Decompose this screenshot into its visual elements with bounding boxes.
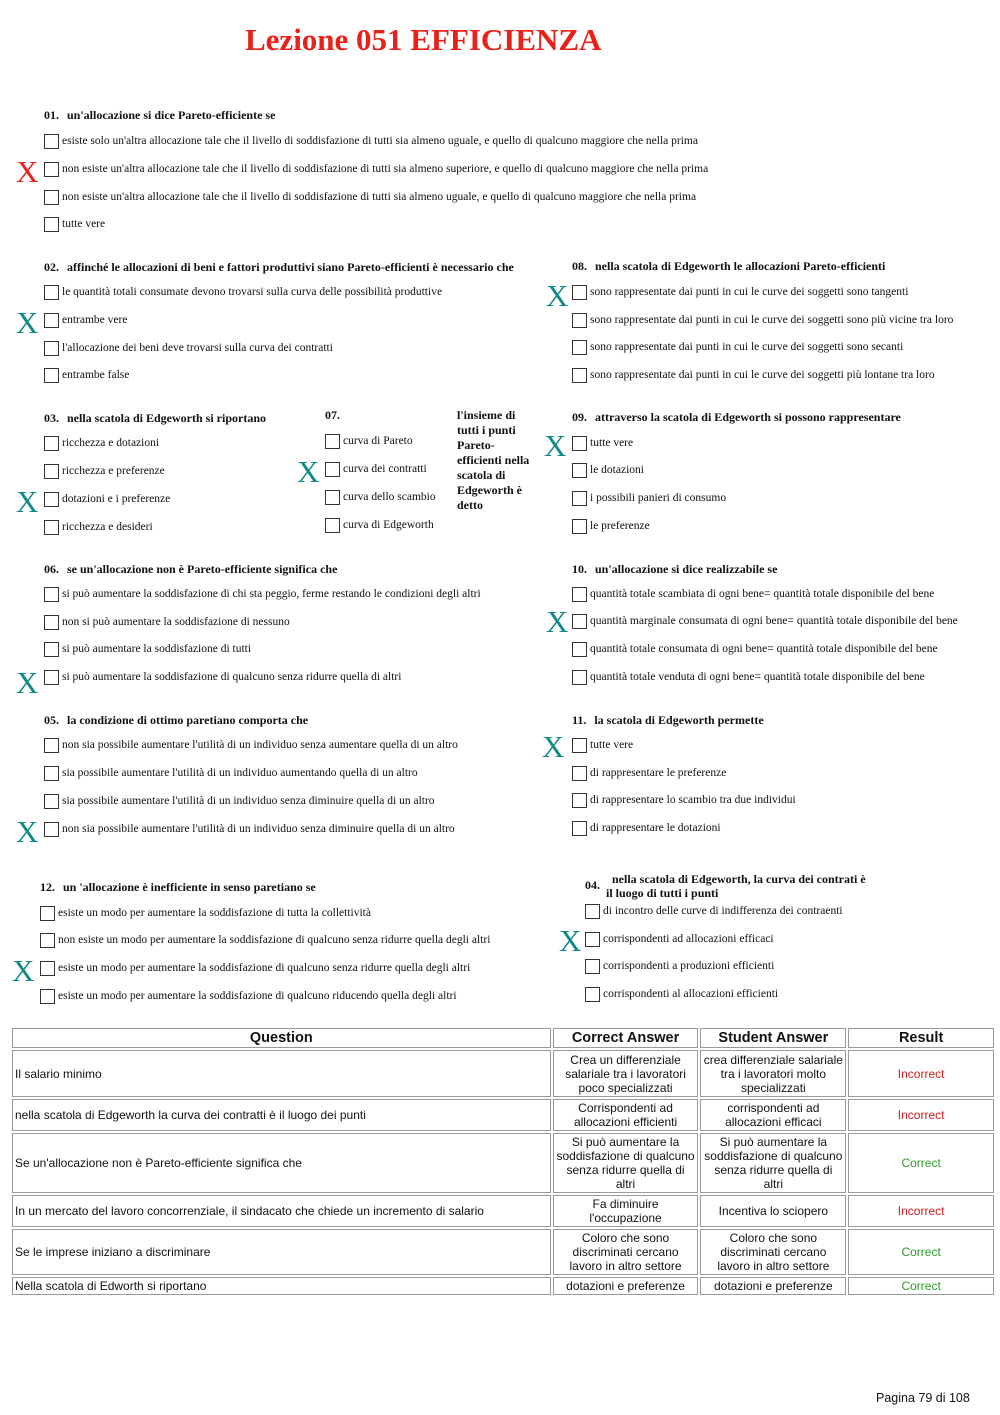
- correct-answer-cell: Fa diminuire l'occupazione: [553, 1195, 699, 1227]
- option-label: di rappresentare le preferenze: [590, 767, 727, 779]
- question-03-option-1[interactable]: [44, 435, 159, 451]
- option-label: si può aumentare la soddisfazione di chi sta peggio, ferme restando le condizioni degli altri: [62, 588, 481, 600]
- checkbox[interactable]: [572, 587, 587, 602]
- question-08-heading: [572, 259, 885, 273]
- question-03-option-3[interactable]: [44, 491, 170, 507]
- question-07-number: 07.: [325, 408, 340, 422]
- checkbox[interactable]: [44, 134, 59, 149]
- question-cell: Il salario minimo: [12, 1050, 551, 1097]
- checkbox[interactable]: [44, 766, 59, 781]
- checkbox[interactable]: [572, 285, 587, 300]
- checkbox[interactable]: [325, 462, 340, 477]
- result-cell: Correct: [848, 1277, 994, 1295]
- checkbox[interactable]: [572, 313, 587, 328]
- question-05-heading: [44, 713, 308, 727]
- option-label: si può aumentare la soddisfazione di qualcuno senza ridurre quella di altri: [62, 671, 402, 683]
- correct-answer-cell: dotazioni e preferenze: [553, 1277, 699, 1295]
- question-09-option-2[interactable]: [572, 462, 644, 478]
- question-07-option-2[interactable]: [325, 461, 427, 477]
- table-row: [12, 1099, 994, 1131]
- table-row: [12, 1195, 994, 1227]
- table-row: [12, 1229, 994, 1275]
- question-text: un 'allocazione è inefficiente in senso paretiano se: [63, 880, 316, 894]
- question-08-option-1[interactable]: [572, 284, 908, 300]
- question-06-option-2[interactable]: [44, 614, 290, 630]
- result-cell: Incorrect: [848, 1050, 994, 1097]
- question-06-option-3[interactable]: [44, 641, 251, 657]
- question-cell: In un mercato del lavoro concorrenziale, il sindacato che chiede un incremento di salario: [12, 1195, 551, 1227]
- checkbox[interactable]: [44, 492, 59, 507]
- question-03-heading: [44, 411, 266, 425]
- answer-mark: X: [297, 454, 320, 489]
- correct-answer-cell: Coloro che sono discriminati cercano lavoro in altro settore: [553, 1229, 699, 1275]
- option-label: corrispondenti al allocazioni efficienti: [603, 988, 779, 1000]
- checkbox[interactable]: [44, 670, 59, 685]
- question-10-heading: [572, 562, 777, 576]
- option-label: esiste un modo per aumentare la soddisfazione di qualcuno riducendo quella degli altri: [58, 990, 457, 1002]
- student-answer-cell: Si può aumentare la soddisfazione di qualcuno senza ridurre quella di altri: [700, 1133, 846, 1193]
- student-answer-cell: corrispondenti ad allocazioni efficaci: [700, 1099, 846, 1131]
- student-answer-cell: dotazioni e preferenze: [700, 1277, 846, 1295]
- question-07-option-3[interactable]: [325, 489, 436, 505]
- option-label: sono rappresentate dai punti in cui le curve dei soggetti più lontane tra loro: [590, 369, 935, 381]
- checkbox[interactable]: [44, 285, 59, 300]
- checkbox[interactable]: [44, 464, 59, 479]
- question-cell: Se un'allocazione non è Pareto-efficiente significa che: [12, 1133, 551, 1193]
- question-08-option-3[interactable]: [572, 339, 903, 355]
- question-04-option-3[interactable]: [585, 958, 774, 974]
- option-label: non esiste un'altra allocazione tale che il livello di soddisfazione di tutti sia almeno uguale, e quello di qualcuno maggiore che nella prima: [62, 191, 697, 203]
- student-answer-cell: crea differenziale salariale tra i lavoratori molto specializzati: [700, 1050, 846, 1097]
- question-06-option-4[interactable]: [44, 669, 401, 685]
- question-05-option-3[interactable]: [44, 793, 435, 809]
- answer-mark: X: [16, 814, 39, 849]
- answer-mark: X: [544, 428, 567, 463]
- result-cell: Incorrect: [848, 1195, 994, 1227]
- answer-mark: X: [542, 729, 565, 764]
- option-label: si può aumentare la soddisfazione di tutti: [62, 643, 252, 655]
- checkbox[interactable]: [572, 793, 587, 808]
- answer-mark: X: [546, 278, 569, 313]
- question-number: 11.: [572, 713, 587, 727]
- question-04-option-2[interactable]: [585, 931, 774, 947]
- option-label: dotazioni e i preferenze: [62, 493, 171, 505]
- option-label: quantità totale venduta di ogni bene= quantità totale disponibile del bene: [590, 671, 925, 683]
- question-text-line-2: il luogo di tutti i punti: [606, 886, 719, 900]
- result-cell: Correct: [848, 1229, 994, 1275]
- option-label: non esiste un'altra allocazione tale che il livello di soddisfazione di tutti sia almeno superiore, e quello di qualcuno maggiore che nella prima: [62, 163, 709, 175]
- checkbox[interactable]: [44, 436, 59, 451]
- question-06-option-1[interactable]: [44, 586, 481, 602]
- question-01-option-4[interactable]: [44, 216, 105, 232]
- question-02-option-1[interactable]: [44, 284, 442, 300]
- checkbox[interactable]: [40, 989, 55, 1004]
- question-01-heading: [44, 108, 275, 122]
- student-answer-cell: Incentiva lo sciopero: [700, 1195, 846, 1227]
- option-label: entrambe vere: [62, 314, 128, 326]
- checkbox[interactable]: [44, 738, 59, 753]
- checkbox[interactable]: [44, 368, 59, 383]
- table-row: [12, 1133, 994, 1193]
- question-11-option-4[interactable]: [572, 820, 721, 836]
- question-09-option-4[interactable]: [572, 518, 650, 534]
- option-label: corrispondenti ad allocazioni efficaci: [603, 933, 774, 945]
- checkbox[interactable]: [585, 904, 600, 919]
- question-04-option-1[interactable]: [585, 903, 843, 919]
- checkbox[interactable]: [325, 518, 340, 533]
- wrong-answer-mark: X: [16, 154, 39, 189]
- checkbox[interactable]: [572, 340, 587, 355]
- question-11-option-2[interactable]: [572, 765, 726, 781]
- question-09-option-1[interactable]: [572, 435, 633, 451]
- option-label: le quantità totali consumate devono trovarsi sulla curva delle possibilità produttive: [62, 286, 443, 298]
- question-02-option-4[interactable]: [44, 367, 129, 383]
- checkbox[interactable]: [44, 190, 59, 205]
- checkbox[interactable]: [585, 959, 600, 974]
- question-02-option-2[interactable]: [44, 312, 127, 328]
- question-12-option-3[interactable]: [40, 960, 470, 976]
- option-label: quantità marginale consumata di ogni bene= quantità totale disponibile del bene: [590, 615, 958, 627]
- checkbox[interactable]: [572, 368, 587, 383]
- question-number: 06.: [44, 562, 59, 576]
- option-label: tutte vere: [590, 437, 634, 449]
- checkbox[interactable]: [572, 642, 587, 657]
- answer-mark: X: [12, 953, 35, 988]
- question-10-option-2[interactable]: [572, 613, 958, 629]
- option-label: quantità totale consumata di ogni bene= quantità totale disponibile del bene: [590, 643, 938, 655]
- option-label: ricchezza e desideri: [62, 521, 153, 533]
- checkbox[interactable]: [44, 822, 59, 837]
- checkbox[interactable]: [44, 615, 59, 630]
- checkbox[interactable]: [585, 987, 600, 1002]
- option-label: l'allocazione dei beni deve trovarsi sulla curva dei contratti: [62, 342, 333, 354]
- checkbox[interactable]: [44, 341, 59, 356]
- checkbox[interactable]: [40, 933, 55, 948]
- question-05-option-4[interactable]: [44, 821, 455, 837]
- option-label: corrispondenti a produzioni efficienti: [603, 960, 775, 972]
- correct-answer-cell: Si può aumentare la soddisfazione di qualcuno senza ridurre quella di altri: [553, 1133, 699, 1193]
- header-result: Result: [848, 1028, 994, 1048]
- option-label: tutte vere: [590, 739, 634, 751]
- answer-mark: X: [16, 665, 39, 700]
- table-header-row: [12, 1028, 994, 1048]
- option-label: le preferenze: [590, 520, 650, 532]
- option-label: curva dei contratti: [343, 463, 427, 475]
- question-07-option-4[interactable]: [325, 517, 434, 533]
- question-text: un'allocazione si dice realizzabile se: [595, 562, 778, 576]
- page-number: Pagina 79 di 108: [876, 1391, 970, 1405]
- question-12-option-4[interactable]: [40, 988, 457, 1004]
- question-cell: Se le imprese iniziano a discriminare: [12, 1229, 551, 1275]
- option-label: sia possibile aumentare l'utilità di un individuo senza diminuire quella di un altro: [62, 795, 435, 807]
- question-01-option-1[interactable]: [44, 133, 698, 149]
- option-label: non sia possibile aumentare l'utilità di un individuo senza aumentare quella di un altro: [62, 739, 458, 751]
- question-number: 01.: [44, 108, 59, 122]
- checkbox[interactable]: [325, 434, 340, 449]
- option-label: di incontro delle curve di indifferenza dei contraenti: [603, 905, 843, 917]
- question-text: nella scatola di Edgeworth le allocazioni Pareto-efficienti: [595, 259, 886, 273]
- option-label: quantità totale scambiata di ogni bene= quantità totale disponibile del bene: [590, 588, 935, 600]
- checkbox[interactable]: [572, 821, 587, 836]
- question-number: 03.: [44, 411, 59, 425]
- option-label: ricchezza e dotazioni: [62, 437, 160, 449]
- question-08-option-2[interactable]: [572, 312, 953, 328]
- question-06-heading: [44, 562, 337, 576]
- question-11-option-3[interactable]: [572, 792, 796, 808]
- question-10-option-1[interactable]: [572, 586, 934, 602]
- checkbox[interactable]: [572, 738, 587, 753]
- checkbox[interactable]: [44, 313, 59, 328]
- checkbox[interactable]: [572, 463, 587, 478]
- question-text: affinché le allocazioni di beni e fattori produttivi siano Pareto-efficienti è necessario che: [67, 260, 514, 274]
- question-cell: nella scatola di Edgeworth la curva dei contratti è il luogo dei punti: [12, 1099, 551, 1131]
- option-label: curva dello scambio: [343, 491, 436, 503]
- answer-mark: X: [546, 604, 569, 639]
- question-text: nella scatola di Edgeworth, la curva dei contrati è: [612, 872, 866, 886]
- question-02-option-3[interactable]: [44, 340, 333, 356]
- question-09-option-3[interactable]: [572, 490, 726, 506]
- question-number: 08.: [572, 259, 587, 273]
- answer-mark: X: [16, 305, 39, 340]
- question-10-option-4[interactable]: [572, 669, 925, 685]
- question-number: 09.: [572, 410, 587, 424]
- answer-mark: X: [16, 484, 39, 519]
- checkbox[interactable]: [44, 587, 59, 602]
- question-04-heading: [585, 872, 866, 900]
- question-09-heading: [572, 410, 901, 424]
- header-student-answer: Student Answer: [700, 1028, 846, 1048]
- question-number: 04.: [585, 878, 600, 892]
- option-label: sono rappresentate dai punti in cui le curve dei soggetti sono secanti: [590, 341, 904, 353]
- option-label: curva di Pareto: [343, 435, 413, 447]
- result-cell: Correct: [848, 1133, 994, 1193]
- checkbox[interactable]: [44, 642, 59, 657]
- checkbox[interactable]: [44, 217, 59, 232]
- checkbox[interactable]: [44, 162, 59, 177]
- question-11-option-1[interactable]: [572, 737, 633, 753]
- question-number: 05.: [44, 713, 59, 727]
- option-label: sia possibile aumentare l'utilità di un individuo aumentando quella di un altro: [62, 767, 418, 779]
- option-label: le dotazioni: [590, 464, 644, 476]
- question-12-option-1[interactable]: [40, 905, 371, 921]
- question-04-option-4[interactable]: [585, 986, 778, 1002]
- question-12-heading: [40, 880, 316, 894]
- option-label: di rappresentare lo scambio tra due individui: [590, 794, 796, 806]
- checkbox[interactable]: [40, 961, 55, 976]
- question-12-option-2[interactable]: [40, 932, 490, 948]
- question-01-option-2[interactable]: [44, 161, 708, 177]
- question-text: la condizione di ottimo paretiano comporta che: [67, 713, 309, 727]
- checkbox[interactable]: [40, 906, 55, 921]
- question-number: 10.: [572, 562, 587, 576]
- question-text: un'allocazione si dice Pareto-efficiente se: [67, 108, 276, 122]
- question-08-option-4[interactable]: [572, 367, 935, 383]
- answer-mark: X: [559, 923, 582, 958]
- option-label: tutte vere: [62, 218, 106, 230]
- checkbox[interactable]: [572, 670, 587, 685]
- option-label: non sia possibile aumentare l'utilità di un individuo senza diminuire quella di un altro: [62, 823, 455, 835]
- question-text: la scatola di Edgeworth permette: [594, 713, 764, 727]
- question-07-option-1[interactable]: [325, 433, 413, 449]
- results-table: [10, 1026, 996, 1297]
- question-10-option-3[interactable]: [572, 641, 938, 657]
- option-label: esiste un modo per aumentare la soddisfazione di qualcuno senza ridurre quella degli altri: [58, 962, 471, 974]
- correct-answer-cell: Crea un differenziale salariale tra i lavoratori poco specializzati: [553, 1050, 699, 1097]
- question-text: nella scatola di Edgeworth si riportano: [67, 411, 267, 425]
- result-cell: Incorrect: [848, 1099, 994, 1131]
- option-label: esiste un modo per aumentare la soddisfazione di tutta la collettività: [58, 907, 371, 919]
- checkbox[interactable]: [572, 491, 587, 506]
- question-05-option-2[interactable]: [44, 765, 418, 781]
- option-label: non esiste un modo per aumentare la soddisfazione di qualcuno senza ridurre quella degli altri: [58, 934, 491, 946]
- question-02-heading: [44, 260, 514, 274]
- checkbox[interactable]: [572, 614, 587, 629]
- option-label: sono rappresentate dai punti in cui le curve dei soggetti sono tangenti: [590, 286, 909, 298]
- checkbox[interactable]: [572, 436, 587, 451]
- table-row: [12, 1277, 994, 1295]
- question-07-text: l'insieme di tutti i punti Pareto-efficienti nella scatola di Edgeworth è detto: [457, 408, 530, 512]
- option-label: di rappresentare le dotazioni: [590, 822, 721, 834]
- option-label: entrambe false: [62, 369, 130, 381]
- option-label: ricchezza e preferenze: [62, 465, 165, 477]
- question-03-option-2[interactable]: [44, 463, 165, 479]
- student-answer-cell: Coloro che sono discriminati cercano lavoro in altro settore: [700, 1229, 846, 1275]
- option-label: non si può aumentare la soddisfazione di nessuno: [62, 616, 290, 628]
- checkbox[interactable]: [572, 519, 587, 534]
- question-number: 12.: [40, 880, 55, 894]
- question-text: attraverso la scatola di Edgeworth si possono rappresentare: [595, 410, 901, 424]
- option-label: esiste solo un'altra allocazione tale che il livello di soddisfazione di tutti sia almeno uguale, e quello di qualcuno maggiore che nella prima: [62, 135, 698, 147]
- option-label: i possibili panieri di consumo: [590, 492, 727, 504]
- table-row: [12, 1050, 994, 1097]
- question-cell: Nella scatola di Edworth si riportano: [12, 1277, 551, 1295]
- question-number: 02.: [44, 260, 59, 274]
- question-03-option-4[interactable]: [44, 519, 153, 535]
- question-01-option-3[interactable]: [44, 189, 696, 205]
- checkbox[interactable]: [585, 932, 600, 947]
- page-title: Lezione 051 EFFICIENZA: [245, 22, 602, 57]
- option-label: sono rappresentate dai punti in cui le curve dei soggetti sono più vicine tra loro: [590, 314, 954, 326]
- header-question: Question: [12, 1028, 551, 1048]
- checkbox[interactable]: [44, 520, 59, 535]
- question-05-option-1[interactable]: [44, 737, 458, 753]
- correct-answer-cell: Corrispondenti ad allocazioni efficienti: [553, 1099, 699, 1131]
- header-correct-answer: Correct Answer: [553, 1028, 699, 1048]
- question-11-heading: [572, 713, 764, 727]
- option-label: curva di Edgeworth: [343, 519, 434, 531]
- question-text: se un'allocazione non è Pareto-efficiente significa che: [67, 562, 338, 576]
- checkbox[interactable]: [572, 766, 587, 781]
- checkbox[interactable]: [325, 490, 340, 505]
- checkbox[interactable]: [44, 794, 59, 809]
